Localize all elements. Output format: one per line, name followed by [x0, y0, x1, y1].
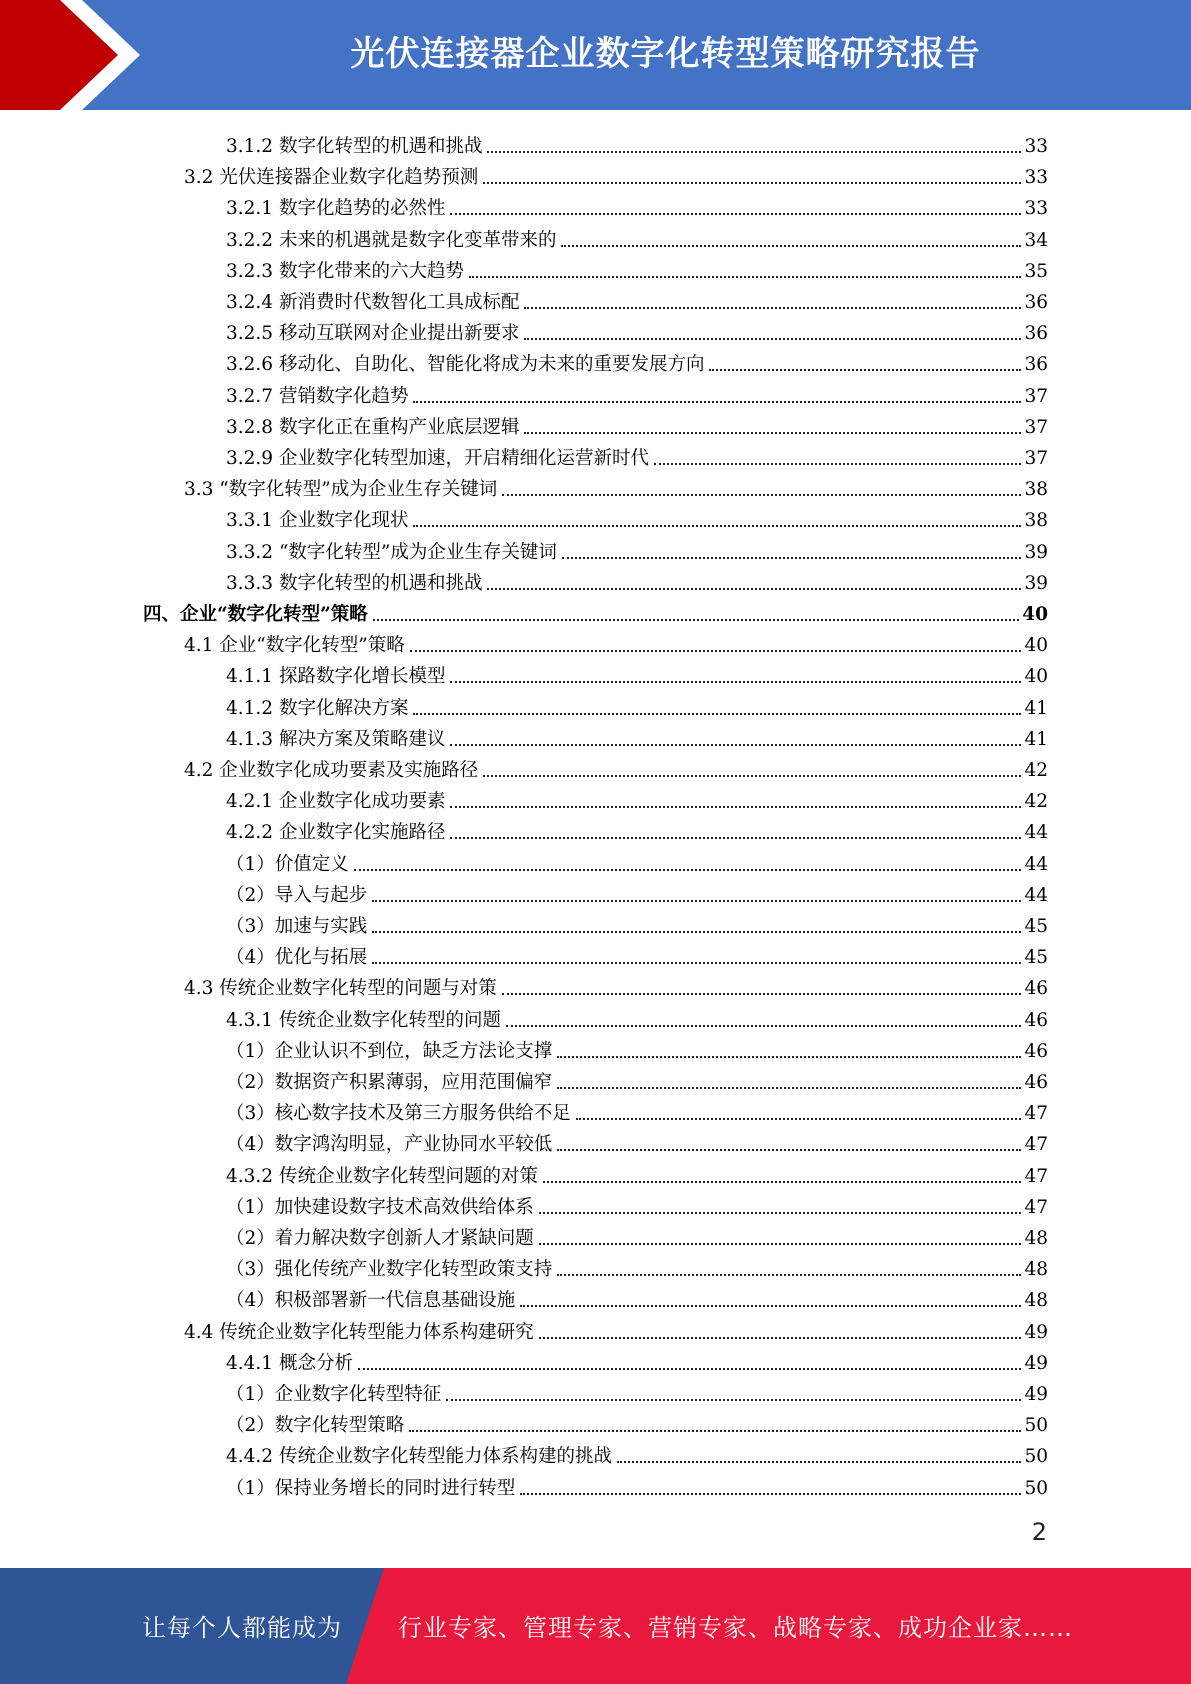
toc-entry[interactable]	[226, 1158, 1048, 1189]
toc-dot-leader	[524, 338, 1021, 340]
toc-entry-page: 33	[1024, 136, 1048, 157]
toc-entry-page: 47	[1024, 1196, 1048, 1218]
toc-entry-label: （3）加速与实践	[226, 916, 368, 937]
toc-entry-page: 39	[1024, 572, 1048, 594]
toc-entry-page: 36	[1024, 292, 1048, 313]
footer-slogan-left: 让每个人都能成为	[142, 1614, 342, 1642]
toc-dot-leader	[450, 681, 1021, 683]
toc-entry-label: 3.3.1 企业数字化现状	[226, 510, 409, 532]
toc-entry[interactable]	[226, 284, 1048, 315]
toc-entry-page: 41	[1024, 728, 1048, 750]
toc-entry-label: （3）强化传统产业数字化转型政策支持	[226, 1259, 553, 1281]
toc-entry[interactable]	[226, 565, 1048, 596]
toc-entry-label: （4）优化与拓展	[226, 947, 368, 969]
toc-entry-page: 40	[1024, 635, 1048, 657]
toc-dot-leader	[410, 650, 1022, 652]
toc-entry-page: 42	[1024, 760, 1048, 781]
toc-entry[interactable]	[226, 783, 1048, 814]
toc-dot-leader	[524, 307, 1021, 309]
toc-entry-label: 3.2.6 移动化、自助化、智能化将成为未来的重要发展方向	[226, 354, 705, 376]
toc-entry[interactable]	[226, 814, 1048, 845]
toc-entry[interactable]	[226, 440, 1048, 471]
toc-dot-leader	[543, 1181, 1021, 1183]
toc-entry-label: 4.1.1 探路数字化增长模型	[226, 666, 446, 688]
toc-dot-leader	[409, 1430, 1021, 1432]
toc-entry-page: 38	[1024, 479, 1048, 501]
toc-entry-page: 46	[1024, 978, 1048, 1000]
toc-entry[interactable]	[184, 627, 1048, 658]
toc-entry-label: 4.1 企业“数字化转型”策略	[184, 635, 405, 657]
toc-dot-leader	[469, 276, 1021, 278]
toc-entry[interactable]	[184, 159, 1048, 190]
toc-entry-page: 46	[1024, 1072, 1048, 1093]
toc-dot-leader	[539, 1243, 1022, 1245]
toc-entry-page: 49	[1024, 1321, 1048, 1343]
toc-entry-page: 39	[1024, 541, 1048, 563]
toc-entry-label: 3.2.1 数字化趋势的必然性	[226, 198, 446, 220]
toc-dot-leader	[557, 1149, 1021, 1151]
toc-entry-label: 四、企业“数字化转型”策略	[143, 604, 368, 625]
toc-entry-page: 48	[1024, 1259, 1048, 1281]
toc-entry[interactable]	[184, 970, 1048, 1001]
page-header	[0, 0, 1191, 110]
toc-entry[interactable]	[226, 939, 1048, 970]
toc-entry-label: 3.2.8 数字化正在重构产业底层逻辑	[226, 416, 520, 438]
toc-entry-label: （4）数字鸿沟明显，产业协同水平较低	[226, 1134, 553, 1156]
toc-dot-leader	[413, 713, 1021, 715]
toc-dot-leader	[539, 1337, 1022, 1339]
toc-entry[interactable]	[226, 128, 1048, 159]
toc-dot-leader	[562, 557, 1022, 559]
toc-dot-leader	[557, 1087, 1021, 1089]
toc-entry-page: 46	[1024, 1040, 1048, 1062]
toc-entry-label: （2）着力解决数字创新人才紧缺问题	[226, 1228, 534, 1249]
toc-entry-page: 44	[1024, 853, 1048, 875]
toc-entry-page: 38	[1024, 510, 1048, 532]
toc-entry[interactable]	[226, 1095, 1048, 1126]
toc-entry-page: 37	[1024, 416, 1048, 438]
toc-entry-page: 47	[1024, 1134, 1048, 1156]
toc-dot-leader	[483, 775, 1021, 777]
toc-entry-page: 35	[1024, 260, 1048, 282]
toc-dot-leader	[450, 744, 1021, 746]
toc-entry-page: 34	[1024, 229, 1048, 251]
toc-entry[interactable]	[226, 877, 1048, 908]
toc-entry-label: 3.2.2 未来的机遇就是数字化变革带来的	[226, 229, 557, 251]
toc-entry[interactable]	[226, 1189, 1048, 1220]
toc-dot-leader	[372, 900, 1021, 902]
toc-entry-page: 37	[1024, 448, 1048, 469]
toc-entry[interactable]	[226, 1220, 1048, 1251]
toc-entry[interactable]	[226, 346, 1048, 377]
page-number: 2	[1031, 1518, 1047, 1546]
toc-entry-page: 37	[1024, 385, 1048, 407]
toc-entry-label: 4.3.2 传统企业数字化转型问题的对策	[226, 1165, 538, 1187]
page-footer	[0, 1568, 1191, 1684]
toc-entry-label: 3.2.4 新消费时代数智化工具成标配	[226, 292, 520, 313]
toc-entry-label: （1）保持业务增长的同时进行转型	[226, 1477, 516, 1499]
toc-dot-leader	[413, 401, 1021, 403]
toc-dot-leader	[539, 1212, 1022, 1214]
toc-entry-label: 4.4.1 概念分析	[226, 1352, 353, 1374]
toc-dot-leader	[483, 182, 1021, 184]
toc-entry[interactable]	[226, 1376, 1048, 1407]
toc-dot-leader	[506, 1025, 1021, 1027]
toc-entry[interactable]	[226, 1438, 1048, 1469]
toc-entry-page: 44	[1024, 884, 1048, 906]
toc-entry-label: 3.3 “数字化转型”成为企业生存关键词	[184, 479, 498, 501]
toc-entry[interactable]	[226, 1282, 1048, 1313]
toc-entry-page: 45	[1024, 916, 1048, 937]
toc-entry-page: 45	[1024, 947, 1048, 969]
toc-dot-leader	[372, 931, 1021, 933]
toc-dot-leader	[561, 245, 1021, 247]
toc-entry-page: 36	[1024, 354, 1048, 376]
toc-entry-page: 50	[1024, 1477, 1048, 1499]
toc-entry-label: 3.2 光伏连接器企业数字化趋势预测	[184, 167, 479, 189]
toc-entry[interactable]	[226, 846, 1048, 877]
toc-entry-page: 40	[1024, 666, 1048, 688]
toc-entry-page: 42	[1024, 791, 1048, 813]
toc-entry-page: 40	[1022, 604, 1048, 625]
toc-entry[interactable]	[184, 471, 1048, 502]
toc-dot-leader	[502, 494, 1021, 496]
toc-dot-leader	[450, 213, 1021, 215]
toc-dot-leader	[524, 432, 1021, 434]
toc-dot-leader	[487, 588, 1021, 590]
toc-entry-label: 4.2.1 企业数字化成功要素	[226, 791, 446, 813]
toc-entry[interactable]	[226, 1251, 1048, 1282]
toc-entry-label: 4.4.2 传统企业数字化转型能力体系构建的挑战	[226, 1446, 612, 1468]
toc-entry[interactable]	[226, 1407, 1048, 1438]
toc-entry-page: 44	[1024, 822, 1048, 844]
toc-entry[interactable]	[226, 908, 1048, 939]
toc-entry[interactable]	[226, 502, 1048, 533]
toc-entry[interactable]	[226, 222, 1048, 253]
toc-dot-leader	[358, 1368, 1022, 1370]
toc-entry-label: （4）积极部署新一代信息基础设施	[226, 1290, 516, 1312]
toc-entry[interactable]	[226, 1470, 1048, 1501]
toc-entry[interactable]	[226, 253, 1048, 284]
toc-entry-label: 3.3.2 “数字化转型”成为企业生存关键词	[226, 541, 557, 563]
toc-entry-label: （1）企业认识不到位，缺乏方法论支撑	[226, 1040, 553, 1062]
toc-dot-leader	[557, 1056, 1021, 1058]
toc-dot-leader	[617, 1461, 1021, 1463]
toc-entry-label: 4.2 企业数字化成功要素及实施路径	[184, 760, 479, 781]
toc-entry-label: （1）企业数字化转型特征	[226, 1384, 442, 1405]
toc-entry-page: 47	[1024, 1103, 1048, 1125]
toc-entry-page: 50	[1024, 1446, 1048, 1468]
toc-entry[interactable]	[226, 1126, 1048, 1157]
toc-entry-label: （2）导入与起步	[226, 884, 368, 906]
toc-dot-leader	[450, 837, 1021, 839]
toc-dot-leader	[413, 525, 1021, 527]
toc-entry-label: 3.1.2 数字化转型的机遇和挑战	[226, 136, 483, 157]
toc-entry-page: 49	[1024, 1352, 1048, 1374]
toc-dot-leader	[709, 369, 1021, 371]
toc-dot-leader	[520, 1493, 1021, 1495]
toc-entry-label: 3.2.9 企业数字化转型加速，开启精细化运营新时代	[226, 448, 649, 469]
toc-entry[interactable]	[226, 1002, 1048, 1033]
toc-entry-label: 4.4 传统企业数字化转型能力体系构建研究	[184, 1321, 534, 1343]
toc-entry[interactable]	[184, 1314, 1048, 1345]
toc-entry-label: （1）价值定义	[226, 853, 349, 875]
toc-entry[interactable]	[226, 190, 1048, 221]
toc-entry-page: 33	[1024, 198, 1048, 220]
toc-entry[interactable]	[143, 596, 1048, 627]
toc-entry-label: 4.1.3 解决方案及策略建议	[226, 728, 446, 750]
toc-dot-leader	[446, 1399, 1021, 1401]
toc-entry-label: （1）加快建设数字技术高效供给体系	[226, 1196, 534, 1218]
toc-entry[interactable]	[226, 1033, 1048, 1064]
toc-entry-label: （3）核心数字技术及第三方服务供给不足	[226, 1103, 571, 1125]
toc-dot-leader	[372, 962, 1021, 964]
toc-entry-label: （2）数字化转型策略	[226, 1415, 405, 1437]
toc-entry-label: （2）数据资产积累薄弱，应用范围偏窄	[226, 1072, 553, 1093]
toc-dot-leader	[487, 151, 1021, 153]
toc-entry-label: 3.2.7 营销数字化趋势	[226, 385, 409, 407]
footer-slogan-right: 行业专家、管理专家、营销专家、战略专家、成功企业家……	[398, 1614, 1073, 1642]
toc-entry[interactable]	[226, 315, 1048, 346]
toc-entry-page: 36	[1024, 323, 1048, 345]
toc-dot-leader	[576, 1118, 1022, 1120]
toc-dot-leader	[502, 993, 1022, 995]
report-title: 光伏连接器企业数字化转型策略研究报告	[350, 34, 981, 74]
toc-dot-leader	[557, 1274, 1021, 1276]
toc-entry-label: 3.2.5 移动互联网对企业提出新要求	[226, 323, 520, 345]
toc-entry-page: 46	[1024, 1009, 1048, 1031]
toc-entry[interactable]	[226, 690, 1048, 721]
toc-entry-label: 4.3 传统企业数字化转型的问题与对策	[184, 978, 497, 1000]
toc-entry[interactable]	[226, 721, 1048, 752]
toc-entry-page: 47	[1024, 1165, 1048, 1187]
toc-entry-page: 33	[1024, 167, 1048, 189]
toc-entry-page: 50	[1024, 1415, 1048, 1437]
toc-dot-leader	[450, 806, 1021, 808]
toc-entry-label: 4.2.2 企业数字化实施路径	[226, 822, 446, 844]
toc-entry[interactable]	[184, 752, 1048, 783]
toc-entry-label: 3.2.3 数字化带来的六大趋势	[226, 260, 464, 282]
toc-entry[interactable]	[226, 1345, 1048, 1376]
toc-dot-leader	[354, 869, 1022, 871]
toc-entry-page: 48	[1024, 1228, 1048, 1249]
toc-entry-page: 41	[1024, 697, 1048, 719]
toc-dot-leader	[654, 463, 1021, 465]
toc-entry[interactable]	[226, 378, 1048, 409]
toc-entry-label: 4.3.1 传统企业数字化转型的问题	[226, 1009, 501, 1031]
toc-entry[interactable]	[226, 658, 1048, 689]
toc-entry[interactable]	[226, 534, 1048, 565]
header-chevron-icon	[0, 0, 160, 110]
toc-entry[interactable]	[226, 1064, 1048, 1095]
toc-entry-page: 48	[1024, 1290, 1048, 1312]
toc-entry-page: 49	[1024, 1384, 1048, 1405]
toc-dot-leader	[373, 619, 1019, 621]
toc-entry[interactable]	[226, 409, 1048, 440]
toc-dot-leader	[520, 1305, 1021, 1307]
toc-entry-label: 4.1.2 数字化解决方案	[226, 697, 409, 719]
toc-entry-label: 3.3.3 数字化转型的机遇和挑战	[226, 572, 483, 594]
